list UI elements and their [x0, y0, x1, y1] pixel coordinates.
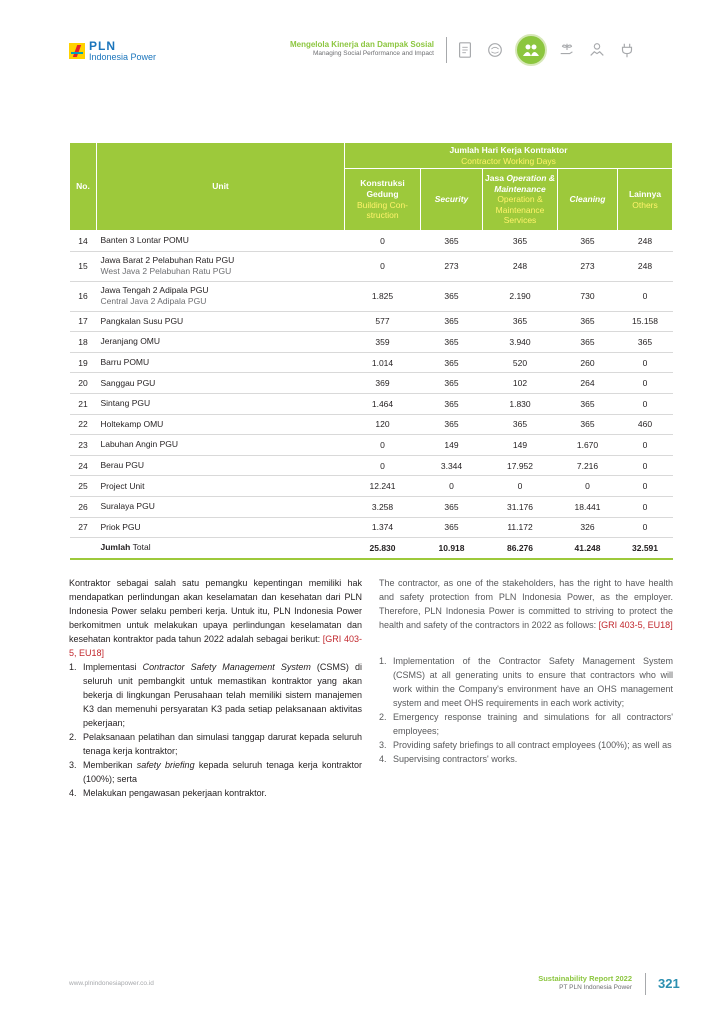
security-days-cell: 365 [421, 352, 483, 373]
building-days-cell: 0 [345, 251, 421, 281]
unit-name: Jawa Tengah 2 Adipala PGU [100, 285, 209, 296]
table-row [70, 251, 673, 281]
list-text [83, 758, 362, 786]
others-days-cell: 365 [618, 332, 673, 353]
operation-days-cell: 31.176 [483, 496, 558, 517]
gri-reference-en: [GRI 403-5, EU18] [598, 620, 673, 630]
commitment-list-id [69, 660, 362, 800]
table-row [70, 414, 673, 435]
footer-website[interactable]: www.plnindonesiapower.co.id [69, 980, 154, 987]
operation-days-cell: 0 [483, 476, 558, 497]
unit-name-cell [97, 231, 345, 252]
unit-name-cell [97, 435, 345, 456]
list-number: 4. [69, 788, 77, 798]
total-operation-cell: 86.276 [483, 538, 558, 559]
section-title-id: Mengelola Kinerja dan Dampak Sosial [289, 40, 434, 49]
total-security-cell: 10.918 [421, 538, 483, 559]
unit-name: Priok PGU [100, 521, 141, 532]
footer-divider [645, 973, 646, 995]
security-days-cell: 365 [421, 496, 483, 517]
cleaning-days-cell: 264 [558, 373, 618, 394]
row-number: 23 [70, 435, 97, 456]
unit-name-cell [97, 281, 345, 311]
others-label-en: Others [632, 199, 658, 210]
building-label-id: Konstruksi Gedung [360, 178, 405, 199]
unit-name-cell [97, 311, 345, 332]
operation-days-cell: 365 [483, 414, 558, 435]
others-days-cell: 0 [618, 435, 673, 456]
list-item [379, 710, 673, 738]
building-label-en: Building Con-struction [356, 199, 409, 221]
body-text-english [379, 576, 673, 766]
unit-name: Holtekamp OMU [100, 418, 164, 429]
logo-name: PLN [89, 39, 116, 53]
unit-name: Sanggau PGU [100, 377, 156, 388]
intro-text-en: The contractor, as one of the stakeholders, has the right to have health and safety protection from PLN Indonesia Power, as the employer. Therefore, PLN Indonesia Power is committed to striving to protect the health and safety of the contractors in 2022 as follows: [379, 578, 673, 630]
list-number: 2. [69, 732, 77, 742]
row-number: 24 [70, 455, 97, 476]
others-days-cell: 0 [618, 352, 673, 373]
operation-days-cell: 365 [483, 311, 558, 332]
list-item [69, 730, 362, 758]
list-text-start: Melakukan pengawasan pekerjaan kontraktor. [83, 788, 267, 798]
operation-label-en: Operation & Maintenance Services [495, 194, 545, 226]
list-number: 1. [69, 662, 77, 672]
logo-subname: Indonesia Power [89, 52, 157, 62]
list-number: 2. [379, 712, 387, 722]
cleaning-days-cell: 365 [558, 393, 618, 414]
col-header-operation [483, 169, 558, 231]
row-number: 19 [70, 352, 97, 373]
table-row [70, 373, 673, 394]
group-label-en: Contractor Working Days [461, 155, 556, 166]
list-item [379, 654, 673, 710]
col-header-building [345, 169, 421, 231]
pln-logo-icon [69, 43, 85, 59]
unit-name-en: West Java 2 Pelabuhan Ratu PGU [100, 266, 232, 277]
building-days-cell: 359 [345, 332, 421, 353]
table-row [70, 311, 673, 332]
unit-name-cell [97, 332, 345, 353]
company-name: PT PLN Indonesia Power [559, 983, 632, 991]
hand-plant-icon[interactable] [557, 40, 577, 60]
chapter-nav [455, 34, 637, 66]
total-label-cell [97, 538, 345, 559]
list-item [69, 660, 362, 730]
list-number: 1. [379, 656, 387, 666]
table-row [70, 435, 673, 456]
security-days-cell: 365 [421, 281, 483, 311]
list-text [83, 730, 362, 758]
building-days-cell: 3.258 [345, 496, 421, 517]
row-number: 20 [70, 373, 97, 394]
building-days-cell: 0 [345, 435, 421, 456]
page-number: 321 [658, 976, 680, 991]
list-text: Emergency response training and simulations for all contractors' employees; [393, 712, 673, 736]
security-days-cell: 3.344 [421, 455, 483, 476]
unit-name-cell [97, 393, 345, 414]
total-label-en: Total [132, 542, 151, 553]
table-row [70, 517, 673, 538]
cleaning-days-cell: 0 [558, 476, 618, 497]
table-row [70, 496, 673, 517]
section-title [290, 40, 434, 58]
unit-name-cell [97, 455, 345, 476]
table-row [70, 281, 673, 311]
document-icon[interactable] [455, 40, 475, 60]
others-label-id: Lainnya [628, 188, 662, 199]
security-days-cell: 149 [421, 435, 483, 456]
building-days-cell: 369 [345, 373, 421, 394]
security-days-cell: 365 [421, 414, 483, 435]
operation-days-cell: 365 [483, 231, 558, 252]
col-header-others [618, 169, 673, 231]
operation-days-cell: 17.952 [483, 455, 558, 476]
list-text: Supervising contractors' works. [393, 754, 518, 764]
table-body [70, 231, 673, 559]
list-item [69, 758, 362, 786]
list-text-end: kepada seluruh tenaga kerja kontraktor (100%); serta [83, 760, 362, 784]
others-days-cell: 0 [618, 496, 673, 517]
cleaning-days-cell: 365 [558, 414, 618, 435]
cleaning-days-cell: 365 [558, 311, 618, 332]
cleaning-days-cell: 18.441 [558, 496, 618, 517]
list-text-start: Implementasi [83, 662, 143, 672]
table-row [70, 476, 673, 497]
row-number: 21 [70, 393, 97, 414]
row-number: 22 [70, 414, 97, 435]
plug-icon[interactable] [617, 40, 637, 60]
footer-report-title [538, 974, 632, 992]
people-icon[interactable] [515, 34, 547, 66]
intro-paragraph-en [379, 576, 673, 632]
row-number: 15 [70, 251, 97, 281]
security-days-cell: 365 [421, 231, 483, 252]
unit-name-cell [97, 251, 345, 281]
list-text-end: (CSMS) di seluruh unit pembangkit untuk memastikan kontraktor yang akan bekerja di lingkungan Perusahaan telah memiliki sistem manajemen K3 dan memenuhi persyaratan K3 pada setiap pelaksanaan aktivitas pekerjaan; [83, 662, 362, 728]
brain-icon[interactable] [485, 40, 505, 60]
contractor-working-days-table [69, 142, 672, 560]
others-days-cell: 248 [618, 251, 673, 281]
operation-days-cell: 3.940 [483, 332, 558, 353]
row-number: 16 [70, 281, 97, 311]
list-text-italic: Contractor Safety Management System [142, 662, 311, 672]
total-cleaning-cell: 41.248 [558, 538, 618, 559]
building-days-cell: 1.464 [345, 393, 421, 414]
security-days-cell: 365 [421, 517, 483, 538]
list-text-italic: safety briefing [136, 760, 195, 770]
row-number: 14 [70, 231, 97, 252]
unit-name-cell [97, 373, 345, 394]
operation-label-prefix: Jasa [485, 172, 504, 183]
security-days-cell: 365 [421, 393, 483, 414]
cleaning-days-cell: 273 [558, 251, 618, 281]
others-days-cell: 0 [618, 393, 673, 414]
unit-name-en: Central Java 2 Adipala PGU [100, 296, 207, 307]
operation-days-cell: 102 [483, 373, 558, 394]
unit-name-cell [97, 352, 345, 373]
cleaning-days-cell: 365 [558, 332, 618, 353]
others-days-cell: 0 [618, 517, 673, 538]
unit-name-cell [97, 496, 345, 517]
others-days-cell: 460 [618, 414, 673, 435]
col-header-group [345, 143, 673, 169]
company-logo [69, 40, 156, 62]
row-number: 25 [70, 476, 97, 497]
cleaning-days-cell: 260 [558, 352, 618, 373]
intro-text-id: Kontraktor sebagai salah satu pemangku kepentingan memiliki hak mendapatkan perlindungan akan keselamatan dan kesehatan dari PLN Indonesia Power selaku pemberi kerja. Untuk itu, PLN Indonesia Power berkomitmen untuk melakukan upaya perlindungan keselamatan dan kesehatan kontraktor pada tahun 2022 adalah sebagai berikut: [69, 578, 362, 644]
list-item [379, 752, 673, 766]
others-days-cell: 0 [618, 373, 673, 394]
operation-days-cell: 2.190 [483, 281, 558, 311]
security-days-cell: 365 [421, 332, 483, 353]
unit-name-cell [97, 517, 345, 538]
operation-days-cell: 248 [483, 251, 558, 281]
row-number: 26 [70, 496, 97, 517]
operation-label-id: Operation & Maintenance [494, 172, 555, 194]
col-header-no: No. [70, 143, 97, 231]
section-title-en: Managing Social Performance and Impact [312, 50, 434, 57]
row-number: 27 [70, 517, 97, 538]
unit-name: Project Unit [100, 480, 145, 491]
others-days-cell: 248 [618, 231, 673, 252]
building-days-cell: 120 [345, 414, 421, 435]
col-header-security: Security [421, 169, 483, 231]
handshake-icon[interactable] [587, 40, 607, 60]
others-days-cell: 0 [618, 455, 673, 476]
group-label-id: Jumlah Hari Kerja Kontraktor [449, 144, 568, 155]
table-row [70, 455, 673, 476]
security-days-cell: 0 [421, 476, 483, 497]
table-row [70, 393, 673, 414]
header-divider [446, 37, 447, 63]
list-text [83, 660, 362, 730]
unit-name: Pangkalan Susu PGU [100, 315, 184, 326]
total-number-cell [70, 538, 97, 559]
report-name: Sustainability Report 2022 [538, 974, 632, 983]
list-item [379, 738, 673, 752]
list-text [83, 786, 362, 800]
others-days-cell: 15.158 [618, 311, 673, 332]
cleaning-days-cell: 326 [558, 517, 618, 538]
list-number: 3. [379, 740, 387, 750]
cleaning-days-cell: 730 [558, 281, 618, 311]
list-item [69, 786, 362, 800]
building-days-cell: 0 [345, 231, 421, 252]
unit-name: Berau PGU [100, 460, 144, 471]
total-row [70, 538, 673, 559]
list-number: 3. [69, 760, 77, 770]
others-days-cell: 0 [618, 281, 673, 311]
unit-name: Sintang PGU [100, 398, 151, 409]
unit-name-cell [97, 414, 345, 435]
unit-name: Labuhan Angin PGU [100, 439, 179, 450]
operation-days-cell: 11.172 [483, 517, 558, 538]
row-number: 18 [70, 332, 97, 353]
operation-days-cell: 520 [483, 352, 558, 373]
unit-name: Jawa Barat 2 Pelabuhan Ratu PGU [100, 255, 235, 266]
total-others-cell: 32.591 [618, 538, 673, 559]
table-row [70, 231, 673, 252]
list-text: Providing safety briefings to all contract employees (100%); as well as [393, 740, 672, 750]
building-days-cell: 1.374 [345, 517, 421, 538]
col-header-cleaning: Cleaning [558, 169, 618, 231]
col-header-unit: Unit [97, 143, 345, 231]
row-number: 17 [70, 311, 97, 332]
list-text-start: Memberikan [83, 760, 137, 770]
commitment-list-en [379, 654, 673, 766]
unit-name: Banten 3 Lontar POMU [100, 235, 189, 246]
cleaning-days-cell: 365 [558, 231, 618, 252]
unit-name: Jeranjang OMU [100, 336, 161, 347]
operation-days-cell: 1.830 [483, 393, 558, 414]
body-text-indonesian [69, 576, 362, 800]
total-label-id: Jumlah [100, 542, 131, 553]
intro-paragraph-id [69, 576, 362, 660]
cleaning-days-cell: 7.216 [558, 455, 618, 476]
table-row [70, 332, 673, 353]
security-days-cell: 365 [421, 373, 483, 394]
cleaning-days-cell: 1.670 [558, 435, 618, 456]
list-text-start: Pelaksanaan pelatihan dan simulasi tanggap darurat kepada seluruh tenaga kerja kontraktor; [83, 732, 362, 756]
security-days-cell: 273 [421, 251, 483, 281]
table-row [70, 352, 673, 373]
building-days-cell: 0 [345, 455, 421, 476]
building-days-cell: 577 [345, 311, 421, 332]
building-days-cell: 1.014 [345, 352, 421, 373]
list-text: Implementation of the Contractor Safety Management System (CSMS) at all generating units to ensure that contractors who will work within the Company's environment have an OHS management system and meet OHS requirements in each work activity; [393, 656, 673, 708]
others-days-cell: 0 [618, 476, 673, 497]
security-days-cell: 365 [421, 311, 483, 332]
unit-name: Suralaya PGU [100, 501, 155, 512]
building-days-cell: 12.241 [345, 476, 421, 497]
unit-name-cell [97, 476, 345, 497]
operation-days-cell: 149 [483, 435, 558, 456]
unit-name: Barru POMU [100, 357, 150, 368]
total-building-cell: 25.830 [345, 538, 421, 559]
list-number: 4. [379, 754, 387, 764]
gri-reference-id: [GRI 403-5, EU18] [69, 634, 362, 658]
building-days-cell: 1.825 [345, 281, 421, 311]
